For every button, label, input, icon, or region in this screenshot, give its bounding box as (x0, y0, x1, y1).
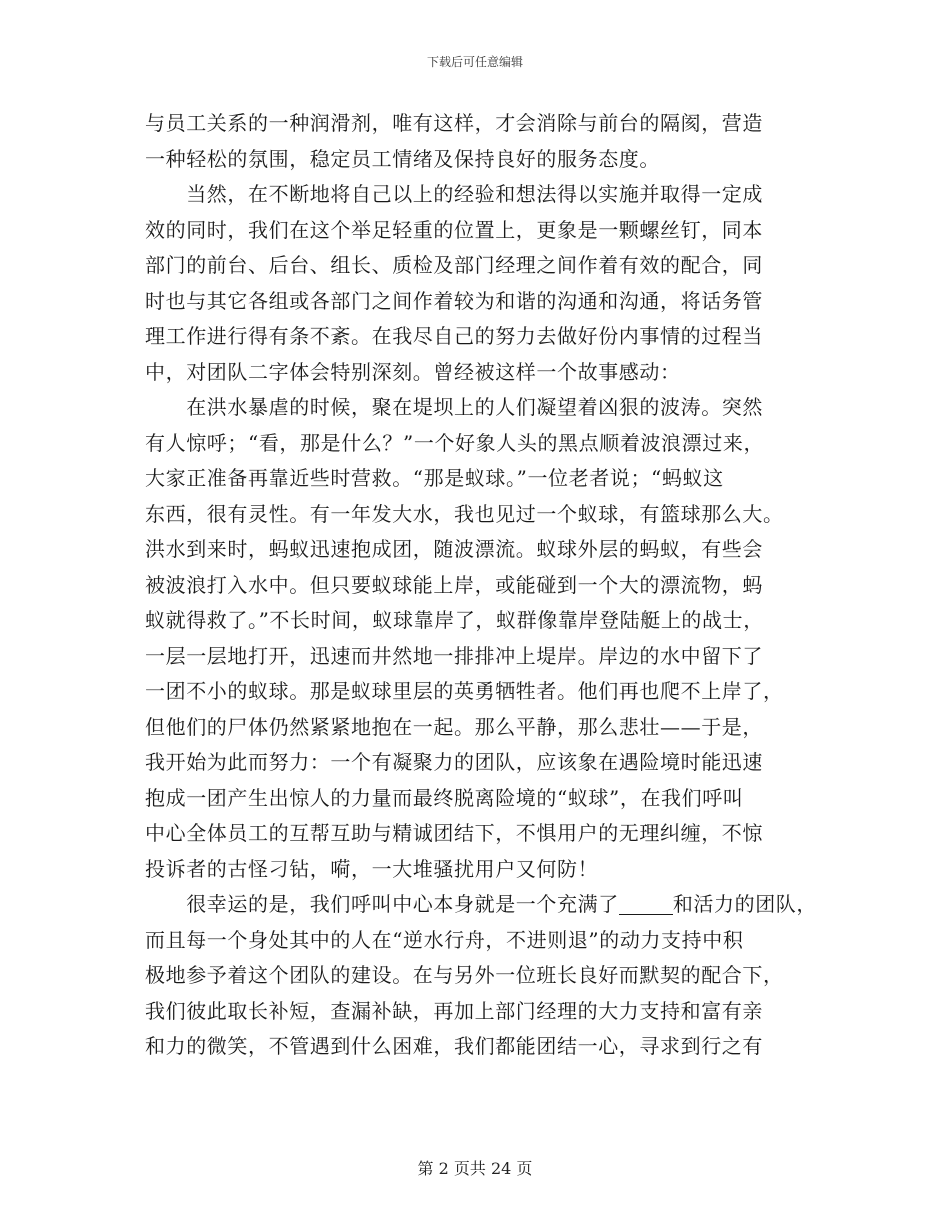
text-line: 极地参予着这个团队的建设。在与另外一位班长良好而默契的配合下， (145, 963, 784, 987)
text-line: 在洪水暴虐的时候，聚在堤坝上的人们凝望着凶狠的波涛。突然 (145, 395, 763, 419)
text-line: 一层一层地打开，迅速而井然地一排排冲上堤岸。岸边的水中留下了 (145, 643, 763, 668)
text-line: 我开始为此而努力：一个有凝聚力的团队，应该象在遇险境时能迅速 (145, 750, 763, 774)
text-line: 我们彼此取长补短，查漏补缺，再加上部门经理的大力支持和富有亲 (145, 998, 763, 1023)
text-line: 抱成一团产生出惊人的力量而最终脱离险境的“蚁球”，在我们呼叫 (145, 785, 744, 810)
document-body (145, 106, 818, 1065)
text-before-blank: 很幸运的是，我们呼叫中心本身就是一个充满了 (145, 892, 619, 916)
text-line: 时也与其它各组或各部门之间作着较为和谐的沟通和沟通，将话务管 (145, 288, 763, 313)
paragraph-2 (145, 177, 815, 390)
paragraph-1 (145, 106, 815, 177)
text-line: 效的同时，我们在这个举足轻重的位置上，更象是一颗螺丝钉，同本 (145, 217, 763, 242)
text-line: 有人惊呼；“看，那是什么？”一个好象人头的黑点顺着波浪漂过来， (145, 430, 765, 455)
text-line: 当然，在不断地将自己以上的经验和想法得以实施并取得一定成 (145, 182, 763, 206)
text-after-blank: 和活力的团队， (672, 892, 818, 916)
text-line: 和力的微笑，不管遇到什么困难，我们都能团结一心，寻求到行之有 (145, 1034, 763, 1058)
fill-in-blank (619, 892, 673, 915)
text-line: 而且每一个身处其中的人在“逆水行舟，不进则退”的动力支持中积 (145, 927, 744, 952)
text-line: 东西，很有灵性。有一年发大水，我也见过一个蚁球，有篮球那么大。 (145, 501, 784, 526)
text-line: 理工作进行得有条不紊。在我尽自己的努力去做好份内事情的过程当 (145, 324, 763, 348)
text-line: 一种轻松的氛围，稳定员工情绪及保持良好的服务态度。 (145, 146, 660, 171)
text-line: 中，对团队二字体会特别深刻。曾经被这样一个故事感动： (145, 359, 681, 384)
text-line: 与员工关系的一种润滑剂，唯有这样，才会消除与前台的隔阂，营造 (145, 111, 763, 135)
text-line: 但他们的尸体仍然紧紧地抱在一起。那么平静，那么悲壮——于是， (145, 714, 763, 739)
text-line: 中心全体员工的互帮互助与精诚团结下，不惧用户的无理纠缠，不惊 (145, 821, 763, 845)
text-line-with-blank (145, 887, 818, 923)
page-footer: 第 2 页共 24 页 (417, 1159, 533, 1178)
text-line: 部门的前台、后台、组长、质检及部门经理之间作着有效的配合，同 (145, 253, 763, 277)
text-line: 洪水到来时，蚂蚁迅速抱成团，随波漂流。蚁球外层的蚂蚁，有些会 (145, 537, 763, 561)
page-header: 下载后可任意编辑 (426, 55, 523, 69)
paragraph-3 (145, 390, 815, 887)
paragraph-4 (145, 887, 818, 1065)
text-line: 一团不小的蚁球。那是蚁球里层的英勇牺牲者。他们再也爬不上岸了， (145, 679, 784, 703)
text-line: 大家正准备再靠近些时营救。“那是蚁球。”一位老者说；“蚂蚁这 (145, 466, 724, 490)
text-line: 投诉者的古怪刁钻，嗬，一大堆骚扰用户又何防！ (145, 856, 599, 881)
text-line: 被波浪打入水中。但只要蚁球能上岸，或能碰到一个大的漂流物，蚂 (145, 572, 763, 597)
text-line: 蚁就得救了。”不长时间，蚁球靠岸了，蚁群像靠岸登陆艇上的战士， (145, 608, 764, 632)
